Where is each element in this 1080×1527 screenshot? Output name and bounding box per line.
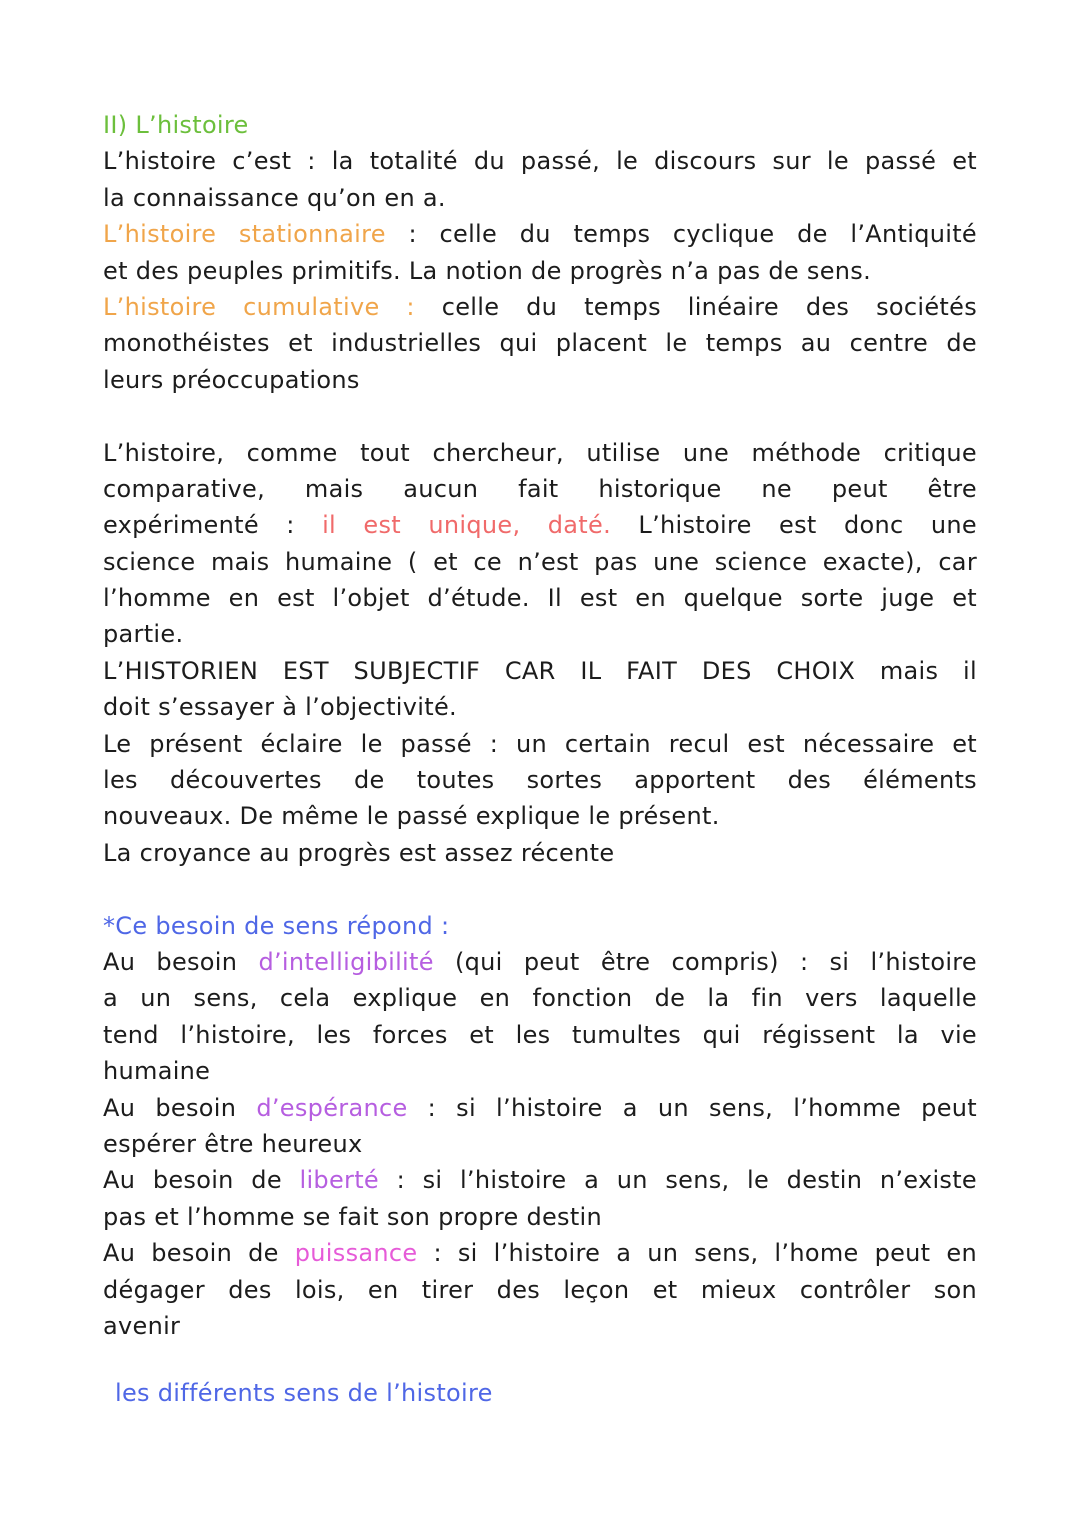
freedom-text: : si l’histoire a un sens, le destin n’existe <box>378 1166 977 1195</box>
hope-term: d’espérance <box>256 1093 408 1122</box>
method-line-3 <box>103 507 977 543</box>
cumulative-history-text: celle du temps linéaire des sociétés <box>414 292 978 321</box>
intelligibility-line-3: tend l’histoire, les forces et les tumultes qui régissent la vie <box>103 1020 977 1049</box>
power-line-1 <box>103 1235 977 1271</box>
intelligibility-line-2: a un sens, cela explique en fonction de la fin vers laquelle <box>103 984 977 1013</box>
progress-belief-line: La croyance au progrès est assez récente <box>103 838 615 867</box>
intelligibility-line-4: humaine <box>103 1057 211 1086</box>
method-line-1: L’histoire, comme tout chercheur, utilise une méthode critique <box>103 438 977 467</box>
intelligibility-line-1 <box>103 944 977 980</box>
method-line-3-start: expérimenté : <box>103 511 323 540</box>
footer-heading: les différents sens de l’histoire <box>115 1379 493 1407</box>
freedom-prefix: Au besoin de <box>103 1166 300 1195</box>
method-line-5: l’homme en est l’objet d’étude. Il est en quelque sorte juge et <box>103 584 977 613</box>
freedom-term: liberté <box>299 1166 379 1195</box>
power-term: puissance <box>294 1239 418 1268</box>
method-line-3-end: L’histoire est donc une <box>611 511 977 540</box>
objectivity-line: doit s’essayer à l’objectivité. <box>103 693 457 722</box>
present-past-line-2: les découvertes de toutes sortes apportent des éléments <box>103 766 977 795</box>
cumulative-history-line-1 <box>103 289 977 325</box>
stationary-history-line-1 <box>103 216 977 252</box>
intelligibility-prefix: Au besoin <box>103 947 259 976</box>
hope-text: : si l’histoire a un sens, l’homme peut <box>407 1093 977 1122</box>
power-prefix: Au besoin de <box>103 1239 295 1268</box>
hope-line-2: espérer être heureux <box>103 1129 363 1158</box>
power-text: : si l’histoire a un sens, l’home peut en <box>417 1239 977 1268</box>
stationary-history-line-2: et des peuples primitifs. La notion de progrès n’a pas de sens. <box>103 256 872 285</box>
notes-page <box>103 107 977 1344</box>
freedom-line-2: pas et l’homme se fait son propre destin <box>103 1202 603 1231</box>
stationary-history-term: L’histoire stationnaire <box>103 220 386 249</box>
power-line-3: avenir <box>103 1311 181 1340</box>
power-line-2: dégager des lois, en tirer des leçon et mieux contrôler son <box>103 1275 977 1304</box>
cumulative-history-line-2: monothéistes et industrielles qui placent le temps au centre de <box>103 329 977 358</box>
method-line-6: partie. <box>103 620 184 649</box>
freedom-line-1 <box>103 1162 977 1198</box>
cumulative-history-line-3: leurs préoccupations <box>103 365 360 394</box>
method-line-2: comparative, mais aucun fait historique ne peut être <box>103 474 977 503</box>
paragraph-spacer <box>103 398 977 434</box>
hope-prefix: Au besoin <box>103 1093 257 1122</box>
method-line-4: science mais humaine ( et ce n’est pas une science exacte), car <box>103 547 977 576</box>
present-past-line-3: nouveaux. De même le passé explique le présent. <box>103 802 720 831</box>
history-definition-line-1: L’histoire c’est : la totalité du passé, le discours sur le passé et <box>103 147 977 176</box>
present-past-line-1: Le présent éclaire le passé : un certain recul est nécessaire et <box>103 729 977 758</box>
cumulative-history-term: L’histoire cumulative : <box>103 292 415 321</box>
history-definition-line-2: la connaissance qu’on en a. <box>103 183 446 212</box>
intelligibility-term: d’intelligibilité <box>258 947 434 976</box>
unique-dated-highlight: il est unique, daté. <box>322 511 612 540</box>
historian-subjective-line: L’HISTORIEN EST SUBJECTIF CAR IL FAIT DES CHOIX mais il <box>103 656 977 685</box>
stationary-history-text: : celle du temps cyclique de l’Antiquité <box>385 220 977 249</box>
paragraph-spacer <box>103 871 977 907</box>
hope-line-1 <box>103 1090 977 1126</box>
need-for-meaning-title: *Ce besoin de sens répond : <box>103 911 450 940</box>
intelligibility-text: (qui peut être compris) : si l’histoire <box>433 947 978 976</box>
section-heading: II) L’histoire <box>103 111 249 139</box>
